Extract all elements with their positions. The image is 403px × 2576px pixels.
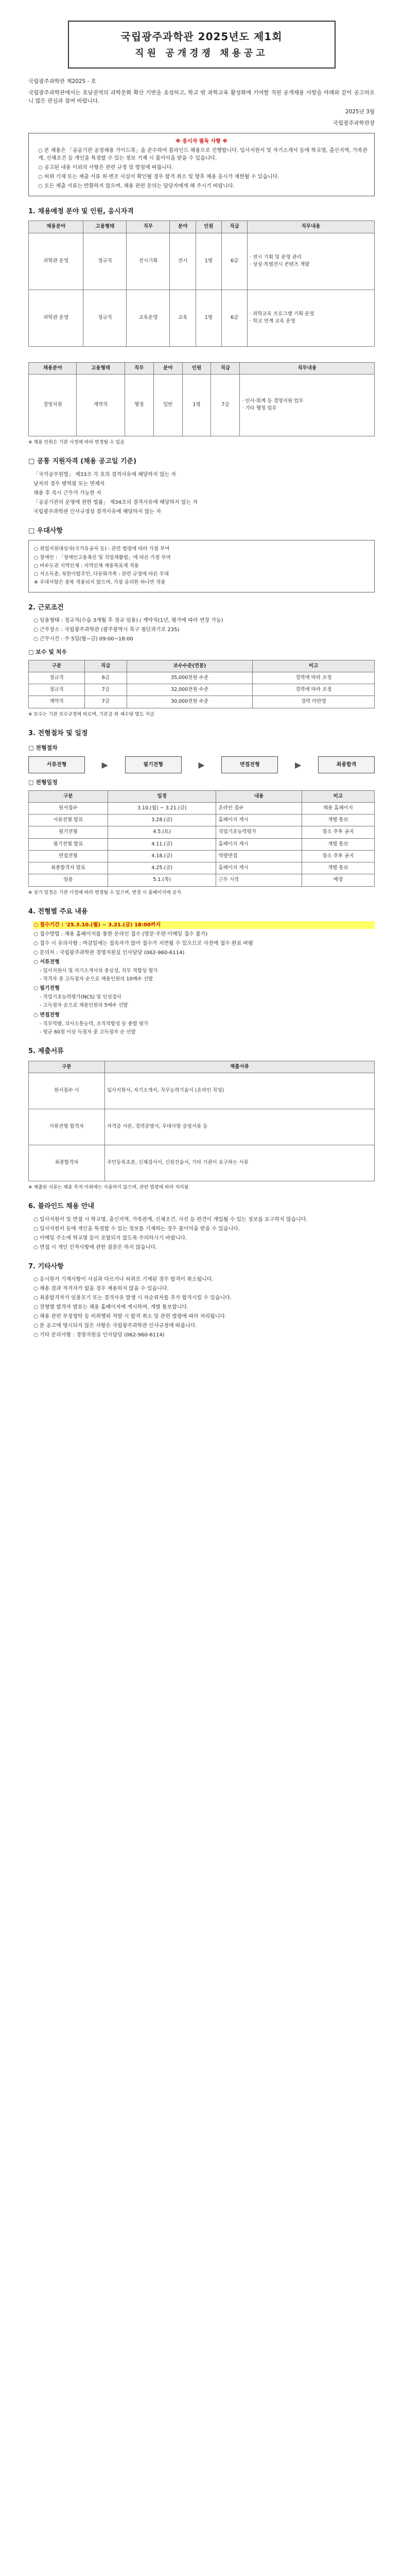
section-9-title: 7. 기타사항: [28, 1262, 64, 1270]
documents-note: ※ 제출된 서류는 채용 목적 이외에는 사용하지 않으며, 관련 법령에 따라 처리됨: [28, 1184, 189, 1190]
list-item: - 평균 60점 이상 득점자 중 고득점자 순 선발: [40, 1029, 136, 1035]
list-item: ○ 취업지원대상자(국가유공자 등) : 관련 법령에 따라 가점 부여: [34, 546, 170, 552]
salary-table: 구분 직급 보수수준(연봉) 비고 정규직 6급 35,000천원 수준 경력에 따라 조정 정규직 7급 32,000천원 수준 경력에 따라 조정 계약직 7급 30,000천원 수준 경력 미반영: [28, 660, 375, 708]
section-1-title: 1. 채용예정 분야 및 인원, 응시자격: [28, 207, 134, 215]
list-item: - 직업기초능력평가(NCS) 및 인성검사: [40, 994, 121, 1000]
th: 분야: [170, 221, 196, 233]
apply-period: ○ 접수기간 : '25.3.10.(월) ~ 3.21.(금) 18:00까지: [33, 921, 375, 929]
schedule-title: □ 전형일정: [28, 779, 58, 786]
list-item: ○ 비수도권 지역인재 : 지역인재 채용목표제 적용: [34, 563, 139, 569]
list-item: ○ 채용 관련 부정청탁 등 비위행위 적발 시 합격 취소 및 관련 법령에 따라 처리됩니다.: [33, 1314, 227, 1320]
date: 2025년 3월: [345, 109, 375, 115]
list-item: - 적격자 중 고득점자 순으로 채용인원의 10배수 선발: [40, 976, 153, 982]
org-name: 국립광주과학관장: [332, 120, 375, 126]
section-1-note: ※ 채용 인원은 기관 사정에 따라 변경될 수 있음: [28, 439, 125, 445]
table-row: 원서접수 시 입사지원서, 자기소개서, 직무능력기술서 (온라인 작성): [29, 1073, 375, 1109]
positions-table-2: 채용분야 고용형태 직무 분야 인원 직급 직무내용 경영지원 계약직 행정 일반 1명 7급 · 인사·회계 등 경영지원 업무 · 기타 행정 업무: [28, 362, 375, 436]
list-item: 남자의 경우 병역필 또는 면제자: [33, 481, 105, 487]
table-row: 서류전형 발표 3.28.(금) 홈페이지 게시 개별 통보: [29, 815, 375, 826]
notice-item: ○ 공고된 내용 이외의 사항은 관련 규정 및 방침에 따릅니다.: [38, 164, 173, 171]
title-line2: 직원 공개경쟁 채용공고: [135, 48, 268, 59]
table-row: 필기전형 발표 4.11.(금) 홈페이지 게시 개별 통보: [29, 838, 375, 850]
arrow-right-icon: ▶: [101, 759, 108, 770]
list-item: ○ 장애인 : 「장애인고용촉진 및 직업재활법」에 따른 가점 부여: [34, 554, 171, 561]
doc-number: 국립광주과학관 제2025 - 호: [28, 78, 96, 84]
flow-step: 최종합격: [318, 756, 375, 773]
schedule-note: ※ 상기 일정은 기관 사정에 따라 변경될 수 있으며, 변경 시 홈페이지에 공지: [28, 890, 181, 895]
table-row: 서류전형 합격자 자격증 사본, 경력증명서, 우대사항 증빙서류 등: [29, 1109, 375, 1145]
list-item: 「국가공무원법」 제33조 각 호의 결격사유에 해당하지 않는 자: [33, 471, 177, 478]
process-flow: [28, 756, 375, 773]
list-item: - 직무역량, 의사소통능력, 조직적합성 등 종합 평가: [40, 1021, 149, 1027]
list-item: ○ 응시원서 기재사항이 사실과 다르거나 허위로 기재된 경우 합격이 취소됩니다.: [33, 1277, 214, 1283]
section-5-title: 3. 전형절차 및 일정: [28, 730, 88, 737]
arrow-right-icon: ▶: [294, 759, 302, 770]
table-row: 계약직 7급 30,000천원 수준 경력 미반영: [29, 696, 375, 708]
notice-item: ○ 본 채용은 「공공기관 공정채용 가이드북」을 준수하여 블라인드 채용으로 진행합니다. 입사지원서 및 자기소개서 등에 학교명, 출신지역, 가족관계, 신체조건 등 개인을 특정할 수 있는 정보 기재 시 불이익을 받을 수 있습니다.: [38, 147, 367, 161]
list-item: ○ 전형별 합격자 발표는 채용 홈페이지에 게시하며, 개별 통보합니다.: [33, 1304, 189, 1311]
flow-title: □ 전형절차: [28, 744, 58, 751]
list-item: ○ 이메일 주소에 학교명 등이 포함되지 않도록 주의하시기 바랍니다.: [33, 1235, 187, 1241]
list-item: - 입사지원서 및 자기소개서의 충실성, 직무 적합성 평가: [40, 968, 158, 974]
list-item: ○ 저소득층, 북한이탈주민, 다문화가족 : 관련 규정에 따른 우대: [34, 571, 169, 577]
list-item: ○ 임용형태 : 정규직(수습 3개월 후 정규 임용) / 계약직(1년, 평가에 따라 연장 가능): [33, 618, 223, 623]
salary-title: □ 보수 및 처우: [28, 649, 67, 655]
list-item: ○ 근무장소 : 국립광주과학관 (광주광역시 북구 첨단과기로 235): [33, 627, 180, 633]
list-item: 채용 후 즉시 근무가 가능한 자: [33, 490, 101, 496]
list-item: ○ 근무시간 : 주 5일(월~금) 09:00~18:00: [33, 636, 133, 642]
positions-table: [28, 221, 375, 346]
section-8-title: 6. 블라인드 채용 안내: [28, 1202, 95, 1211]
th: 직무내용: [248, 221, 375, 233]
flow-step: 서류전형: [28, 756, 85, 773]
list-item: ○ 채용 결과 적격자가 없을 경우 채용하지 않을 수 있습니다.: [33, 1286, 169, 1292]
th: 직무: [127, 221, 170, 233]
list-item: ○ 문의처 : 국립광주과학관 경영지원실 인사담당 (062-960-6114): [33, 950, 185, 956]
flow-step: 면접전형: [221, 756, 278, 773]
list-item: ○ 입사지원서 등에 개인을 특정할 수 있는 정보를 기재하는 경우 불이익을 받을 수 있습니다.: [33, 1226, 240, 1232]
schedule-table: 구분 일정 내용 비고 원서접수 3.10.(월) ~ 3.21.(금) 온라인 접수 채용 홈페이지 서류전형 발표 3.28.(금) 홈페이지 게시 개별 통보 필기전형 4.5.(토) 직업기초능력평가 장소 추후 공지 필기전형 발표 4.11.(금) 홈페이지 게시 개별 통보 면접전형 4.18.(금) 역량면접 장소 추후 공지 최종합격자 발표 4.25.(금) 홈페이지 게시 개별 통보 임용 5.1.(목) 근무 시작 예정: [28, 790, 375, 887]
list-item: ○ 면접 시 개인 인적사항에 관한 질문은 하지 않습니다.: [33, 1244, 157, 1250]
table-row: 과학관 운영 정규직 전시기획 전시 1명 6급 · 전시 기획 및 운영 관리 · 상설·특별전시 콘텐츠 개발: [29, 233, 375, 290]
list-item: - 고득점자 순으로 채용인원의 5배수 선발: [40, 1003, 128, 1009]
th: 직급: [221, 221, 247, 233]
th: 고용형태: [83, 221, 127, 233]
list-item: ○ 접수방법 : 채용 홈페이지를 통한 온라인 접수 (방문·우편·이메일 접수 불가): [33, 931, 208, 937]
arrow-right-icon: ▶: [198, 759, 205, 770]
list-item: 「공공기관의 운영에 관한 법률」 제34조의 결격사유에 해당하지 않는 자: [33, 499, 198, 505]
table-row: 필기전형 4.5.(토) 직업기초능력평가 장소 추후 공지: [29, 826, 375, 838]
table-row: 최종합격자 주민등록초본, 신체검사서, 신원진술서, 기타 기관이 요구하는 서류: [29, 1145, 375, 1181]
title-line1: 국립광주과학관 2025년도 제1회: [120, 30, 283, 43]
interview-title: ○ 면접전형: [33, 1012, 60, 1018]
list-item: ○ 입사지원서 및 면접 시 학교명, 출신지역, 가족관계, 신체조건, 사진 등 편견이 개입될 수 있는 정보를 요구하지 않습니다.: [33, 1216, 308, 1223]
preferences-note: ※ 우대사항은 중복 적용되지 않으며, 가장 유리한 하나만 적용: [34, 580, 166, 586]
section-7-title: 5. 제출서류: [28, 1047, 64, 1055]
table-row: 면접전형 4.18.(금) 역량면접 장소 추후 공지: [29, 850, 375, 862]
notice-title: ※ 응시자 필독 사항 ※: [176, 138, 227, 144]
section-2-title: □ 공통 지원자격 (채용 공고일 기준): [28, 457, 137, 466]
salary-note: ※ 보수는 기관 보수규정에 따르며, 기본급 외 제수당 별도 지급: [28, 711, 154, 717]
notice-item: ○ 허위 기재 또는 제출 서류 위·변조 사실이 확인될 경우 합격 취소 및 향후 채용 응시가 제한될 수 있습니다.: [38, 174, 279, 180]
table-row: 정규직 6급 35,000천원 수준 경력에 따라 조정: [29, 672, 375, 684]
list-item: ○ 최종합격자가 임용포기 또는 결격사유 발생 시 차순위자를 추가 합격시킬 수 있습니다.: [33, 1295, 232, 1301]
flow-step: 필기전형: [125, 756, 182, 773]
doc-screen-title: ○ 서류전형: [33, 959, 60, 965]
list-item: ○ 접수 시 유의사항 : 마감일에는 접속자가 많아 접수가 지연될 수 있으므로 사전에 접수 완료 바람: [33, 940, 253, 946]
list-item: ○ 기타 문의사항 : 경영지원실 인사담당 (062-960-6114): [33, 1332, 165, 1338]
section-4-title: 2. 근로조건: [28, 603, 64, 612]
table-row: 임용 5.1.(목) 근무 시작 예정: [29, 874, 375, 886]
th: 인원: [196, 221, 221, 233]
notice-box: [28, 133, 375, 196]
announcement-title-box: [68, 21, 336, 69]
list-item: ○ 본 공고에 명시되지 않은 사항은 국립광주과학관 인사규정에 따릅니다.: [33, 1323, 197, 1329]
notice-item: ○ 모든 제출 서류는 반환하지 않으며, 채용 관련 문의는 담당자에게 해 주시기 바랍니다.: [38, 183, 235, 189]
intro-text: 국립광주과학관에서는 호남권역의 과학문화 확산 기반을 조성하고, 학교 밖 과학교육 활성화에 기여할 직원 공개채용 사항을 아래와 같이 공고하오니 많은 관심과 참여 바랍니다.: [28, 89, 375, 104]
section-6-title: 4. 전형별 주요 내용: [28, 908, 88, 916]
table-row: 원서접수 3.10.(월) ~ 3.21.(금) 온라인 접수 채용 홈페이지: [29, 802, 375, 814]
table-row: 정규직 7급 32,000천원 수준 경력에 따라 조정: [29, 684, 375, 696]
th: 채용분야: [29, 221, 83, 233]
written-test-title: ○ 필기전형: [33, 986, 60, 991]
table-row: 과학관 운영 정규직 교육운영 교육 1명 6급 · 과학교육 프로그램 기획·운영 · 학교 연계 교육 운영: [29, 290, 375, 346]
list-item: 국립광주과학관 인사규정상 결격사유에 해당하지 않는 자: [33, 509, 161, 515]
table-row: 경영지원 계약직 행정 일반 1명 7급 · 인사·회계 등 경영지원 업무 · 기타 행정 업무: [29, 374, 375, 436]
table-row: 최종합격자 발표 4.25.(금) 홈페이지 게시 개별 통보: [29, 862, 375, 874]
section-3-title: □ 우대사항: [28, 527, 63, 535]
preferences-box: [28, 540, 375, 592]
documents-table: 구분 제출서류 원서접수 시 입사지원서, 자기소개서, 직무능력기술서 (온라인 작성) 서류전형 합격자 자격증 사본, 경력증명서, 우대사항 증빙서류 등 최종합격자 주민등록초본, 신체검사서, 신원진술서, 기타 기관이 요구하는 서류: [28, 1061, 375, 1181]
